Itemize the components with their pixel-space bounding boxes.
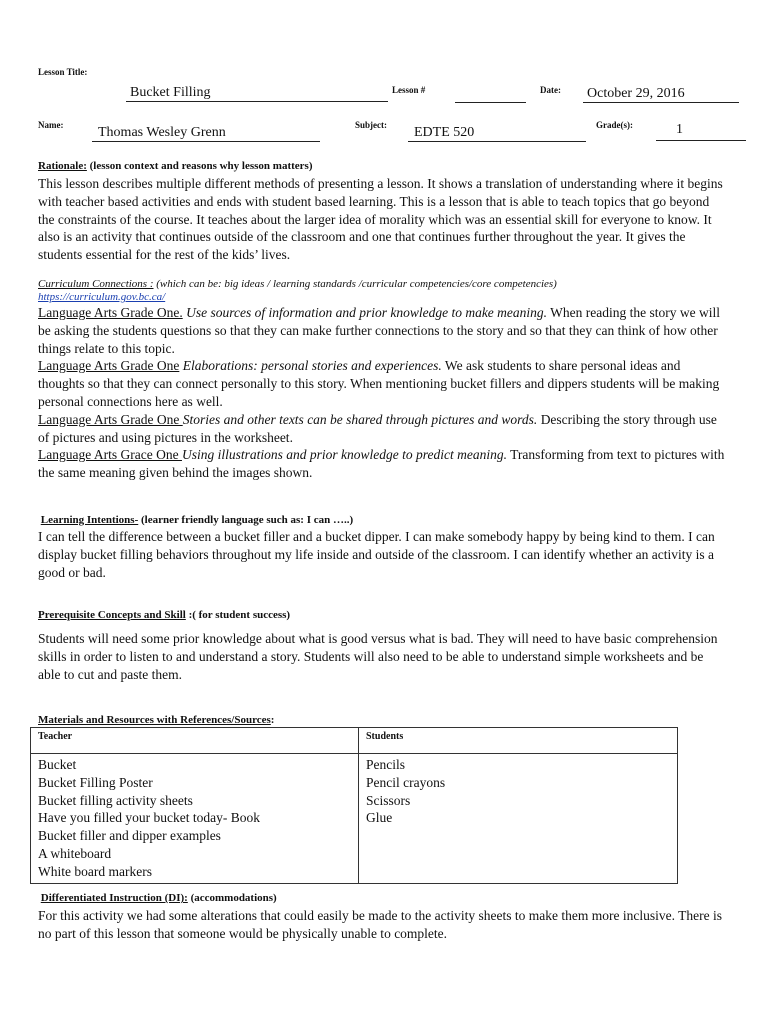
materials-table [30,727,678,884]
list-item: Bucket filling activity sheets [38,792,193,808]
teacher-materials-cell [31,754,359,884]
grades-field[interactable]: 1 [656,121,746,141]
learning-heading: Learning Intentions- (learner friendly language such as: I can …..) [40,514,354,526]
rationale-body: This lesson describes multiple different methods of presenting a lesson. It shows a translation of understanding where it begins with teacher based activities and ends with student based learning. This is a lesson that is able to teach topics that go beyond the constraints of the course. It teaches about the larger idea of morality which was an essential skill for everyone to know. It also is an activity that continues outside of the classroom and one that continues further throughout the year. It gives the students essential for the rest of the kids’ lives. [38,176,723,263]
student-materials-cell [359,754,678,884]
learning-body: I can tell the difference between a bucket filler and a bucket dipper. I can make somebody happy by being kind to them. I can display bucket filling behaviors throughout my life inside and outside of the classroom. I can identify whether an activity is a good or bad. [38,529,715,580]
di-section [38,891,728,943]
list-item: Pencil crayons [366,774,446,790]
materials-heading: Materials and Resources with References/Sources: [38,714,275,726]
curriculum-item: Language Arts Grade One Stories and other texts can be shared through pictures and words. Describing the story through use of pictures and using pictures in the worksheet. [38,411,717,445]
list-item: Bucket Filling Poster [38,774,153,790]
lesson-title-field[interactable]: Bucket Filling [126,85,388,102]
rationale-section [38,159,728,264]
name-field[interactable]: Thomas Wesley Grenn [92,124,320,142]
list-item: A whiteboard [38,845,112,861]
di-heading: Differentiated Instruction (DI): (accommodations) [40,892,277,904]
subject-field[interactable]: EDTE 520 [408,124,586,142]
lesson-title-label: Lesson Title: [38,67,88,77]
curriculum-heading: Curriculum Connections : (which can be: big ideas / learning standards /curricular competencies/core competencies) [38,278,557,290]
curriculum-item: Language Arts Grade One. Use sources of information and prior knowledge to make meaning. When reading the story we will be asking the students questions so that they can make further connections to the story and so that they can think of how other things relate to this topic. [38,305,721,356]
list-item: Bucket filler and dipper examples [38,828,221,844]
subject-label: Subject: [355,120,387,130]
teacher-column-header: Teacher [31,728,359,754]
list-item: White board markers [38,863,152,879]
curriculum-section [38,278,728,482]
prereq-body: Students will need some prior knowledge about what is good versus what is bad. They will need to have basic comprehension skills in order to listen to and understand a story. Students will also need to be able to understand simple worksheets and be able to cut and paste them. [38,631,718,682]
prereq-section [38,608,728,683]
list-item: Have you filled your bucket today- Book [38,810,260,826]
prereq-heading: Prerequisite Concepts and Skill :( for student success) [38,609,291,621]
rationale-heading: Rationale: (lesson context and reasons why lesson matters) [38,160,313,172]
list-item: Glue [366,810,393,826]
learning-section [38,513,728,581]
grades-label: Grade(s): [596,120,633,130]
students-column-header: Students [359,728,678,754]
list-item: Bucket [38,757,77,772]
name-label: Name: [38,120,64,130]
lesson-number-label: Lesson # [392,85,426,95]
curriculum-item: Language Arts Grace One Using illustrations and prior knowledge to predict meaning. Transforming from text to pictures with the same meaning given behind the images shown. [38,447,725,481]
date-field[interactable]: October 29, 2016 [583,85,739,103]
list-item: Scissors [366,792,411,808]
date-label: Date: [540,85,561,95]
curriculum-link[interactable]: https://curriculum.gov.bc.ca/ [38,291,166,303]
curriculum-item: Language Arts Grade One Elaborations: personal stories and experiences. We ask students to share personal ideas and thoughts so that they can connect personally to this story. When mentioning bucket fillers and dippers students will be making personal connections here as well. [38,358,720,409]
list-item: Pencils [366,757,405,772]
lesson-number-field[interactable] [455,86,526,103]
di-body: For this activity we had some alterations that could easily be made to the activity sheets to make them more inclusive. There is no part of this lesson that someone would be physically unable to complete. [38,908,722,941]
